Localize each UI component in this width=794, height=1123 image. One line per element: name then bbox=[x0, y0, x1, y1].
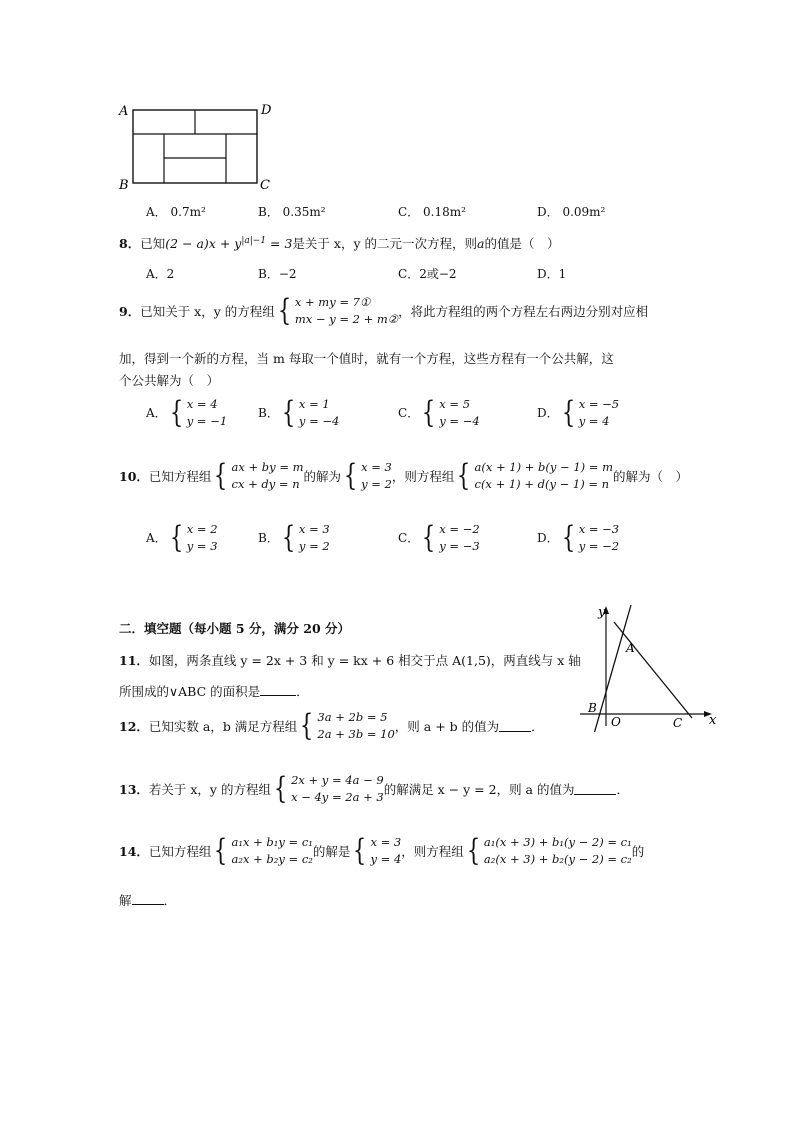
q7-option-a[interactable]: A． 0.7m² bbox=[146, 205, 206, 219]
graph-label-b: B bbox=[588, 701, 597, 715]
q8-option-d[interactable]: D．1 bbox=[537, 267, 567, 281]
q14-line-2: 解 ． bbox=[119, 893, 177, 908]
q10-option-d[interactable]: D． { x = −3 y = −2 bbox=[537, 519, 620, 555]
question-9: 9． 已知关于 x，y 的方程组 { x + my = 7① mx − y = 2 + m② ，将此方程组的两个方程左右两边分别对应相 bbox=[119, 292, 649, 328]
q8-option-b[interactable]: B．−2 bbox=[258, 267, 297, 281]
question-8: 8．已知$(2 - a)x + y^{|a|-1} = 3$是关于 x，y 的二元一次方程，则a的值是（ ） bbox=[119, 235, 560, 251]
question-12: 12． 已知实数 a，b 满足方程组 { 3a + 2b = 5 2a + 3b = 10 ，则 a + b 的值为 ． bbox=[119, 707, 544, 743]
label-a: A bbox=[119, 104, 129, 119]
graph-label-y: y bbox=[598, 605, 606, 620]
question-13: 13． 若关于 x，y 的方程组 { 2x + y = 4a − 9 x − 4y = 2a + 3 的解满足 x − y = 2，则 a 的值为 ． bbox=[119, 770, 629, 806]
q7-option-c[interactable]: C． 0.18m² bbox=[398, 205, 466, 219]
q8-option-c[interactable]: C．2或−2 bbox=[398, 267, 457, 281]
question-11: 11．如图，两条直线 y = 2x + 3 和 y = kx + 6 相交于点 A(1,5)，两直线与 x 轴 bbox=[119, 653, 581, 668]
q9-option-a[interactable]: A． { x = 4 y = −1 bbox=[146, 394, 228, 430]
graph-label-a: A bbox=[626, 641, 635, 655]
q10-option-c[interactable]: C． { x = −2 y = −3 bbox=[398, 519, 480, 555]
answer-blank[interactable] bbox=[260, 683, 296, 696]
section-2-title: 二．填空题（每小题 5 分，满分 20 分） bbox=[119, 621, 351, 636]
q8-option-a[interactable]: A．2 bbox=[146, 267, 175, 281]
q9-line-2: 加，得到一个新的方程，当 m 每取一个值时，就有一个方程，这些方程有一个公共解，这 bbox=[119, 351, 614, 366]
question-14: 14． 已知方程组 { a₁x + b₁y = c₁ a₂x + b₂y = c₂ 的解是 { x = 3 y = 4 ，则方程组 { a₁(x + 3) + b₁(y − 2) = c₁ a₂(x + 3) + b₂(y − 2) = c₂ 的 bbox=[119, 832, 645, 868]
label-d: D bbox=[261, 103, 272, 118]
graph-label-o: O bbox=[611, 715, 621, 729]
q9-line-3: 个公共解为（ ） bbox=[119, 373, 220, 388]
label-b: B bbox=[119, 178, 129, 193]
q9-option-b[interactable]: B． { x = 1 y = −4 bbox=[258, 394, 340, 430]
label-c: C bbox=[260, 178, 270, 193]
answer-blank[interactable] bbox=[132, 892, 164, 905]
answer-blank[interactable] bbox=[574, 782, 616, 795]
q11-line-2: 所围成的∨ABC 的面积是 ． bbox=[119, 684, 309, 699]
question-10: 10． 已知方程组 { ax + by = m cx + dy = n 的解为 { x = 3 y = 2 ，则方程组 { a(x + 1) + b(y − 1) = m c(x + 1) + d(y − 1) = n 的解为（ ） bbox=[119, 457, 688, 493]
q8-expression: (2 − a)x + y bbox=[165, 236, 242, 251]
graph-label-x: x bbox=[709, 713, 717, 728]
q7-option-d[interactable]: D． 0.09m² bbox=[537, 205, 606, 219]
q9-option-d[interactable]: D． { x = −5 y = 4 bbox=[537, 394, 620, 430]
question-number: 8． bbox=[119, 236, 141, 251]
q9-option-c[interactable]: C． { x = 5 y = −4 bbox=[398, 394, 480, 430]
answer-blank[interactable] bbox=[499, 719, 531, 732]
graph-label-c: C bbox=[673, 716, 683, 730]
q11-graph bbox=[574, 600, 724, 732]
q9-system: { x + my = 7① mx − y = 2 + m② bbox=[277, 292, 399, 328]
q7-option-b[interactable]: B． 0.35m² bbox=[258, 205, 326, 219]
q10-option-b[interactable]: B． { x = 3 y = 2 bbox=[258, 519, 330, 555]
rectangle-figure bbox=[115, 98, 275, 194]
q10-option-a[interactable]: A． { x = 2 y = 3 bbox=[146, 519, 218, 555]
